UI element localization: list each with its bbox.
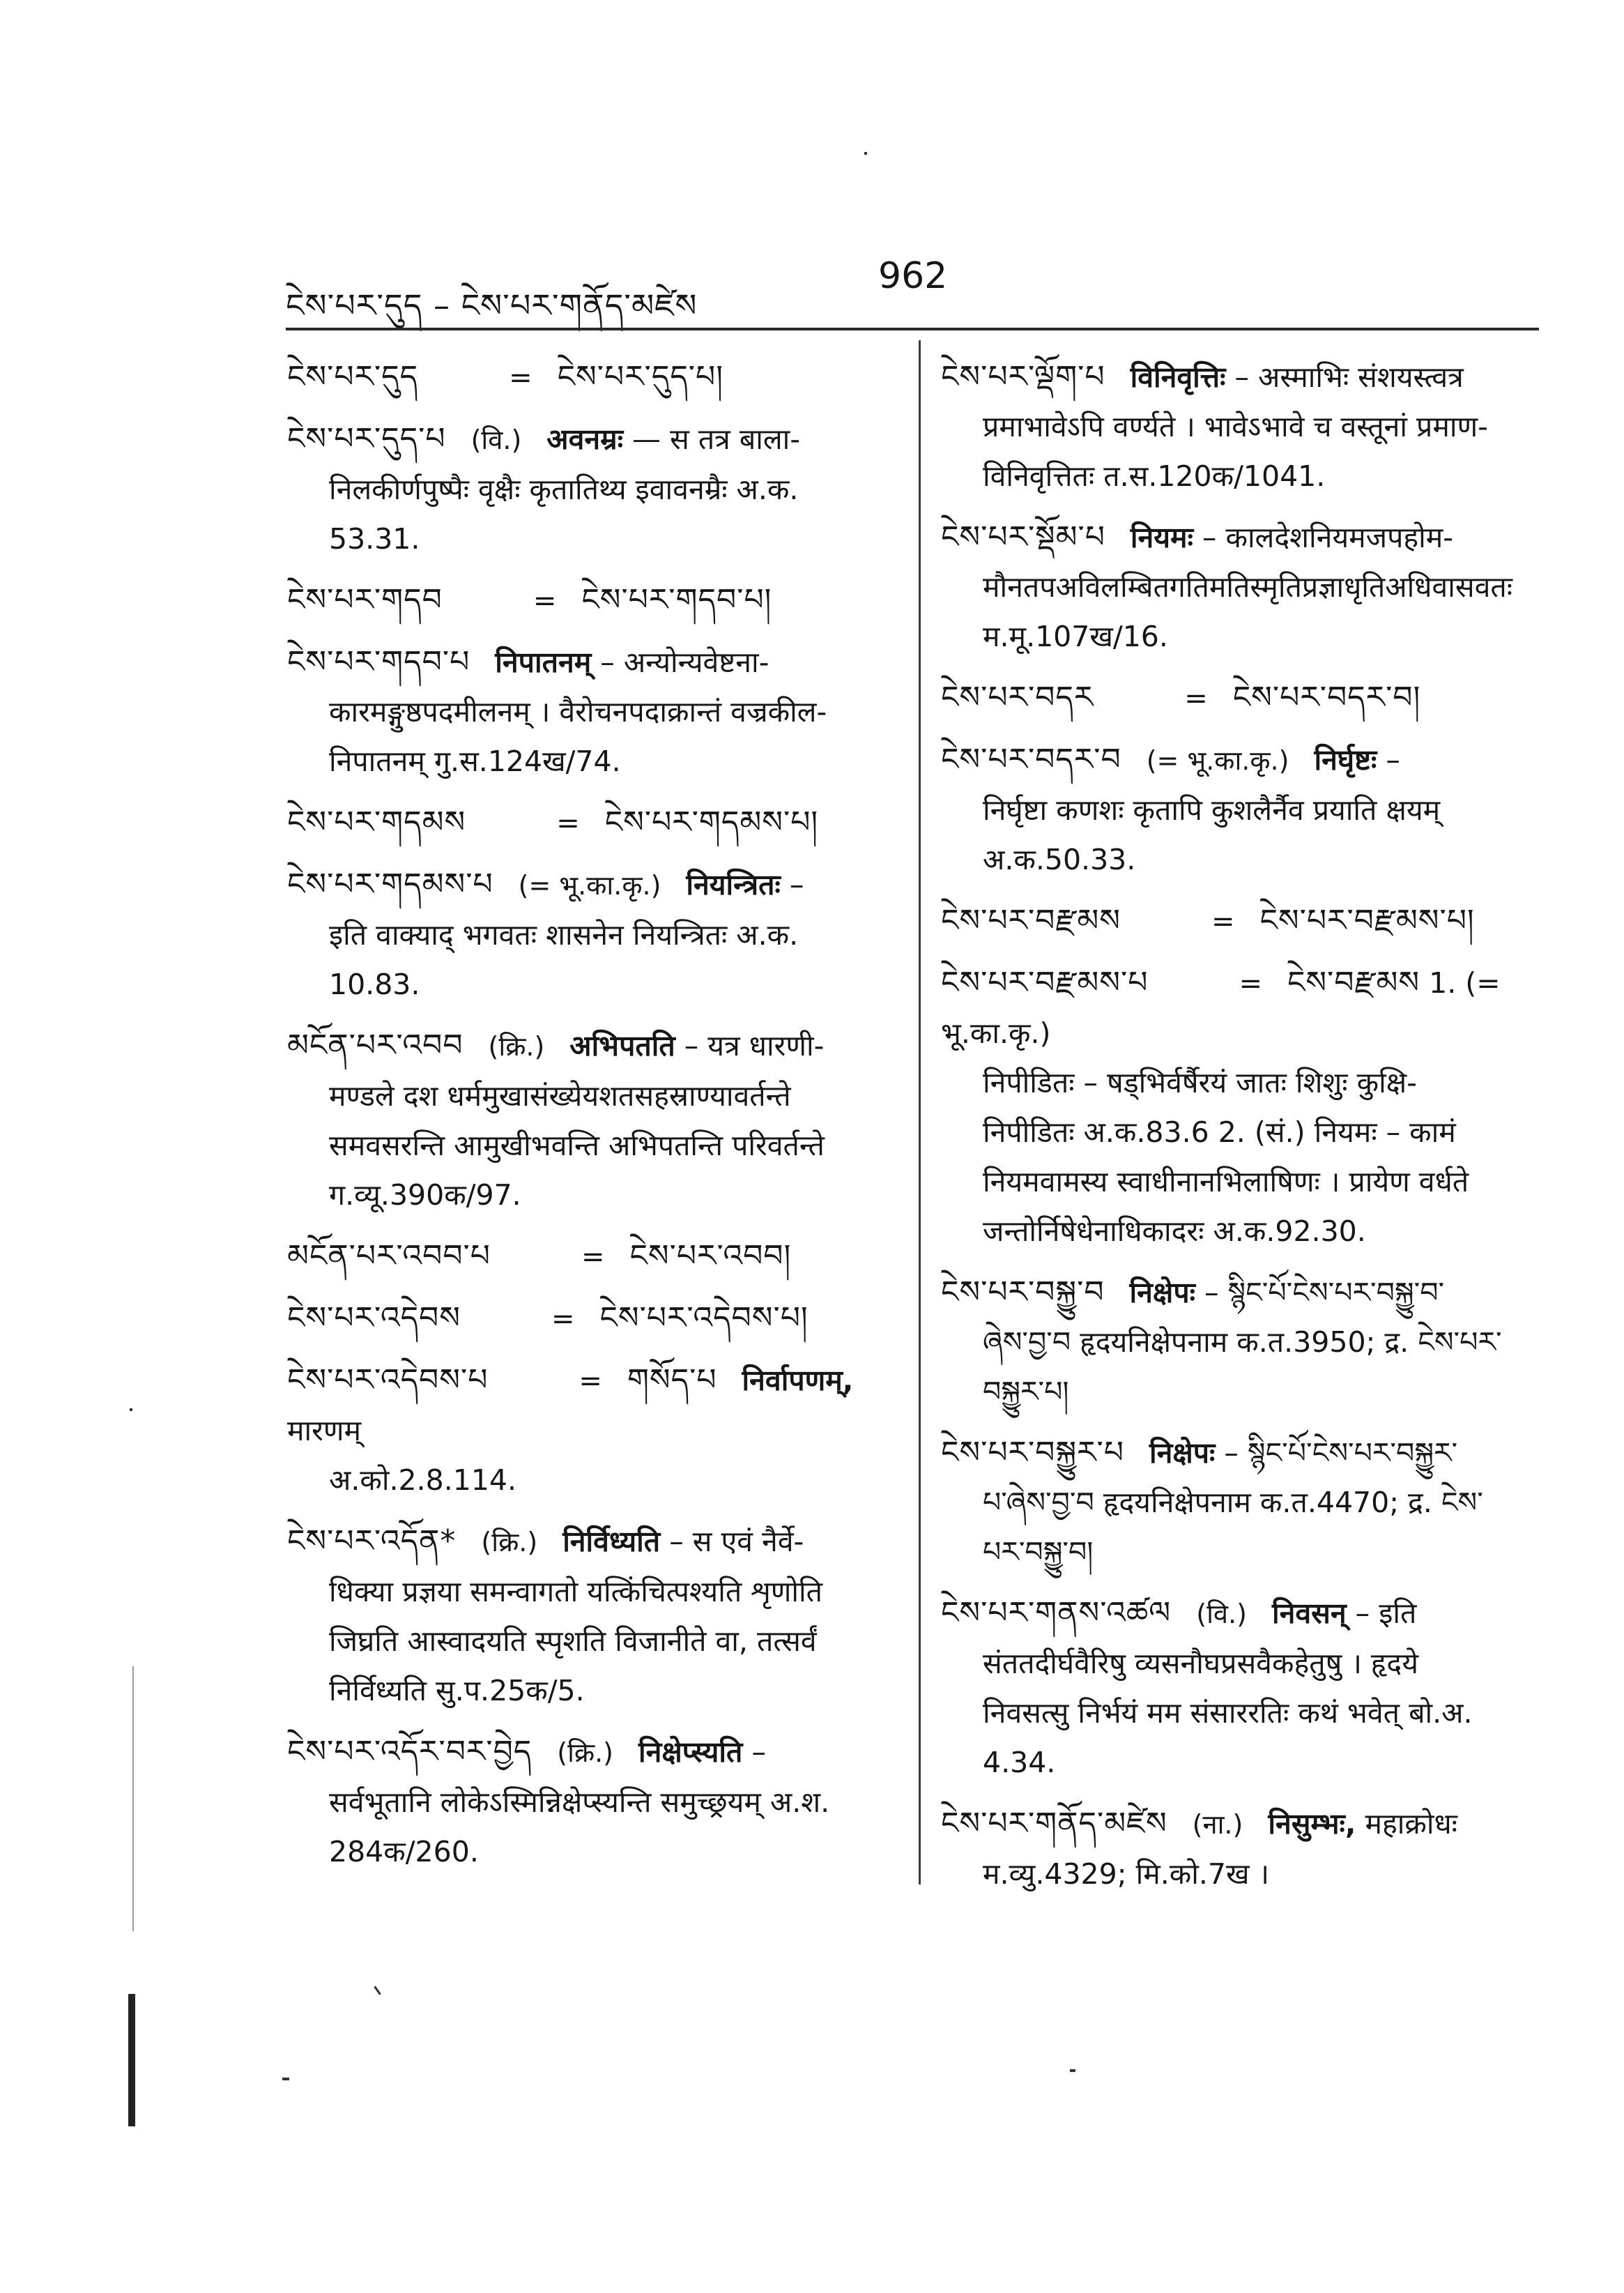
dictionary-entry [287, 1516, 898, 1716]
entry-headword: ངེས་པར་བརྫམས [941, 903, 1121, 938]
dictionary-entry [941, 958, 1540, 1256]
entry-headword: ངེས་པར་གདམས [287, 805, 466, 840]
equals-sign: = [533, 585, 557, 617]
entry-text: 1. (= भू.का.कृ.) [941, 966, 1501, 1050]
entry-first-line [287, 1293, 898, 1344]
cross-reference: ངེས་པར་འདེབས་པ། [599, 1300, 809, 1336]
entry-continuation-line: निपीडितः – षड्भिर्वर्षैरयं जातः शिशुः कुक्षि- [983, 1066, 1417, 1099]
entry-continuation-line: ग.व्यू.390क/97. [329, 1178, 521, 1212]
dictionary-entry [941, 352, 1540, 501]
entry-continuation-line: བསྐྱུར་པ། [983, 1375, 1069, 1408]
entry-first-line [287, 860, 898, 911]
page-number: 962 [878, 255, 948, 297]
entry-first-line [941, 896, 1540, 947]
equals-sign: = [1184, 683, 1208, 715]
dictionary-entry [941, 1267, 1540, 1417]
scan-speck [864, 152, 867, 155]
entry-continuation-line: समवसरन्ति आमुखीभवन्ति अभिपतन्ति परिवर्तन्ते [329, 1129, 825, 1162]
entry-first-line [941, 512, 1540, 563]
dictionary-entry [287, 798, 898, 848]
sanskrit-equivalent: अवनम्रः [546, 422, 623, 456]
dictionary-entry [287, 637, 898, 786]
entry-first-line [287, 1021, 898, 1072]
header-rule [286, 328, 1539, 330]
binding-edge-mark [128, 1994, 135, 2126]
entry-continuation-line: जिघ्रति आस्वादयति स्पृशति विजानीते वा, तत्सर्वं [329, 1624, 817, 1658]
entry-text: – स एवं नैर्वे- [669, 1525, 804, 1558]
grammar-label: (ना.) [1192, 1809, 1243, 1840]
entry-text: महाक्रोधः [1365, 1807, 1457, 1841]
dictionary-entry [941, 735, 1540, 885]
scan-speck [282, 2078, 289, 2080]
dictionary-entry [287, 414, 898, 564]
page-header [286, 250, 1540, 326]
right-column [941, 352, 1540, 1910]
left-column [287, 352, 898, 1888]
equals-sign: = [1239, 968, 1262, 1000]
entry-continuation-line: सर्वभूतानि लोकेऽस्मिन्निक्षेप्स्यन्ति समुच्छ्रयम् अ.श. [329, 1785, 830, 1819]
entry-first-line [287, 1516, 898, 1567]
entry-headword: ངེས་པར་འདོན* [287, 1523, 457, 1559]
entry-continuation-line: जन्तोर्निषेधेनाधिकादरः अ.क.92.30. [983, 1214, 1366, 1248]
grammar-label: (क्रि.) [557, 1737, 614, 1768]
dictionary-entry [287, 1355, 898, 1505]
sanskrit-equivalent: विनिवृत्तिः [1130, 360, 1226, 394]
entry-continuation-line: म.मू.107ख/16. [983, 620, 1168, 653]
scan-speck [374, 1986, 381, 1995]
entry-headword: ངེས་པར་འདོར་བར་བྱེད [287, 1734, 533, 1769]
entry-headword: ངེས་པར་བདར་བ [941, 742, 1121, 777]
entry-first-line [287, 798, 898, 848]
entry-continuation-line: मण्डले दश धर्ममुखासंख्येयशतसहस्राण्यावर्तन्ते [329, 1079, 791, 1113]
equals-sign: = [581, 1241, 605, 1273]
entry-first-line [941, 735, 1540, 786]
entry-headword: ངེས་པར་དུད [287, 359, 419, 395]
entry-continuation-line: विनिवृत्तितः त.स.120क/1041. [983, 459, 1326, 493]
entry-first-line [287, 1727, 898, 1778]
entry-text: – [751, 1735, 766, 1769]
sanskrit-equivalent: निक्षेपः [1129, 1276, 1195, 1309]
entry-continuation-line: इति वाक्याद् भगवतः शासनेन नियन्त्रितः अ.क. [329, 918, 799, 952]
entry-continuation-line: པར་བསྐྱུ་བ། [983, 1535, 1094, 1569]
entry-continuation-line: निलकीर्णपुष्पैः वृक्षैः कृतातिथ्य इवावनम्रैः अ.क. [329, 473, 799, 506]
column-divider [919, 340, 921, 1884]
entry-text: – अन्योन्यवेष्टना- [600, 646, 769, 679]
entry-continuation-line: 4.34. [983, 1746, 1056, 1779]
dictionary-entry [941, 673, 1540, 724]
sanskrit-equivalent: निक्षेप्स्यति [638, 1735, 743, 1769]
entry-headword: ངེས་པར་གདབ [287, 582, 443, 618]
grammar-label: (= भू.का.कृ.) [518, 870, 661, 901]
dictionary-entry [287, 575, 898, 626]
sanskrit-equivalent: निर्घृष्टः [1314, 743, 1377, 777]
sanskrit-equivalent: नियमः [1130, 521, 1193, 554]
dictionary-entry [941, 1588, 1540, 1788]
equals-sign: = [556, 807, 580, 839]
dictionary-entry [941, 512, 1540, 662]
entry-headword: ངེས་པར་བདར [941, 680, 1094, 715]
entry-first-line [941, 673, 1540, 724]
running-title: ངེས་པར་དུད – ངེས་པར་གནོད་མཛེས [286, 287, 698, 324]
sanskrit-equivalent: निसुम्भः, [1268, 1807, 1356, 1841]
grammar-label: (वि.) [1196, 1599, 1247, 1629]
entry-first-line [941, 958, 1540, 1058]
entry-text: – अस्माभिः संशयस्त्वत्र [1234, 360, 1464, 394]
entry-continuation-line: 53.31. [329, 522, 420, 556]
dictionary-entry [287, 1231, 898, 1282]
cross-reference: ངེས་པར་བརྫམས་པ། [1259, 903, 1475, 938]
entry-headword: ངེས་པར་གནོད་མཛེས [941, 1806, 1167, 1841]
entry-headword: ངེས་པར་དུད་པ [287, 421, 446, 457]
entry-first-line [287, 1231, 898, 1282]
entry-continuation-line: म.व्यु.4329; मि.को.7ख । [983, 1857, 1270, 1891]
entry-text: – यत्र धारणी- [684, 1029, 825, 1062]
entry-headword: ངེས་པར་འདེབས་པ [287, 1362, 489, 1398]
entry-first-line [941, 1428, 1540, 1478]
grammar-label: (= भू.का.कृ.) [1146, 745, 1289, 776]
equals-sign: = [509, 362, 533, 394]
entry-text: – སྙིང་པོ་ངེས་པར་བསྐྱུར་ [1224, 1436, 1458, 1470]
entry-first-line [941, 1588, 1540, 1639]
grammar-label: (वि.) [470, 425, 522, 455]
entry-continuation-line: निपातनम् गु.स.124ख/74. [329, 745, 621, 778]
cross-reference: ངེས་པར་གདམས་པ། [604, 805, 819, 840]
entry-headword: མངོན་པར་འབབ་པ [287, 1238, 491, 1274]
entry-first-line [287, 352, 898, 403]
entry-first-line [287, 414, 898, 465]
dictionary-entry [287, 1293, 898, 1344]
entry-headword: ངེས་པར་བརྫམས་པ [941, 965, 1149, 1000]
cross-reference: ངེས་པར་འབབ། [629, 1238, 792, 1274]
entry-continuation-line: 284क/260. [329, 1835, 479, 1868]
dictionary-entry [287, 1727, 898, 1877]
entry-text: मारणम् [287, 1414, 362, 1447]
entry-continuation-line: अ.को.2.8.114. [329, 1463, 517, 1497]
dictionary-entry [941, 1799, 1540, 1899]
equals-sign: = [579, 1365, 602, 1397]
grammar-label: (क्रि.) [481, 1527, 538, 1557]
entry-headword: ངེས་པར་བསྐྱུར་པ [941, 1435, 1124, 1470]
grammar-label: (क्रि.) [488, 1031, 545, 1062]
entry-text: – [1386, 743, 1400, 777]
cross-reference: ངེས་པར་བདར་བ། [1232, 680, 1421, 715]
dictionary-entry [287, 1021, 898, 1220]
cross-reference: ངེས་བརྫམས [1287, 965, 1420, 1000]
entry-headword: མངོན་པར་འབབ [287, 1028, 464, 1063]
cross-reference: གསོད་པ [627, 1362, 717, 1398]
entry-continuation-line: मौनतपअविलम्बितगतिमतिस्मृतिप्रज्ञाधृतिअधिवासवतः [983, 570, 1513, 604]
entry-continuation-line: संततदीर्घवैरिषु व्यसनौघप्रसवैकहेतुषु । हृदये [983, 1647, 1418, 1680]
entry-continuation-line: 10.83. [329, 968, 420, 1001]
entry-continuation-line: ཞེས་བྱ་བ हृदयनिक्षेपनाम क.त.3950; द्र. ངེས་པར་ [983, 1325, 1502, 1359]
entry-continuation-line: निर्विध्यति सु.प.25क/5. [329, 1674, 585, 1707]
cross-reference: ངེས་པར་གདབ་པ། [581, 582, 772, 618]
entry-first-line [941, 1267, 1540, 1318]
dictionary-entry [941, 1428, 1540, 1577]
entry-continuation-line: धिक्या प्रज्ञया समन्वागतो यत्किंचित्पश्यति शृणोति [329, 1575, 823, 1608]
sanskrit-equivalent: निर्विध्यति [562, 1525, 661, 1558]
entry-text: – कालदेशनियमजपहोम- [1202, 521, 1454, 554]
entry-text: – [789, 868, 804, 901]
entry-first-line [287, 575, 898, 626]
entry-headword: ངེས་པར་གདབ་པ [287, 644, 470, 680]
binding-edge-mark [132, 1666, 134, 1931]
entry-text: — स तत्र बाला- [632, 422, 801, 456]
sanskrit-equivalent: निवसन् [1271, 1597, 1347, 1630]
entry-continuation-line: नियमवामस्य स्वाधीनानभिलाषिणः । प्रायेण वर्धते [983, 1165, 1469, 1198]
entry-continuation-line: कारमङ्गुष्ठपदमीलनम् । वैरोचनपदाक्रान्तं वज्रकील- [329, 695, 827, 729]
sanskrit-equivalent: अभिपतति [569, 1029, 675, 1062]
entry-continuation-line: པ་ཞེས་བྱ་བ हृदयनिक्षेपनाम क.त.4470; द्र. ངེས་ [983, 1486, 1483, 1519]
entry-continuation-line: अ.क.50.33. [983, 843, 1136, 876]
entry-first-line [287, 1355, 898, 1456]
sanskrit-equivalent: निक्षेपः [1149, 1436, 1216, 1470]
entry-headword: ངེས་པར་ལྡོག་པ [941, 359, 1105, 395]
entry-text: – इति [1355, 1597, 1417, 1630]
entry-continuation-line: निवसत्सु निर्भयं मम संसाररतिः कथं भवेत् बो.अ. [983, 1696, 1473, 1730]
entry-continuation-line: निर्घृष्टा कणशः कृतापि कुशलैर्नैव प्रयाति क्षयम् [983, 793, 1441, 827]
entry-headword: ངེས་པར་བསྐྱུ་བ [941, 1274, 1105, 1310]
entry-headword: ངེས་པར་སྡོམ་པ [941, 519, 1105, 555]
entry-headword: ངེས་པར་འདེབས [287, 1300, 461, 1336]
entry-first-line [941, 352, 1540, 402]
entry-continuation-line: प्रमाभावेऽपि वर्ण्यते । भावेऽभावे च वस्तूनां प्रमाण- [983, 410, 1488, 443]
cross-reference: ངེས་པར་དུད་པ། [557, 359, 724, 395]
dictionary-entry [941, 896, 1540, 947]
entry-headword: ངེས་པར་གདམས་པ [287, 867, 493, 902]
entry-first-line [941, 1799, 1540, 1850]
sanskrit-equivalent: नियन्त्रितः [686, 868, 781, 901]
scan-speck [1070, 2069, 1075, 2072]
equals-sign: = [1211, 906, 1235, 938]
entry-continuation-line: निपीडितः अ.क.83.6 2. (सं.) नियमः – कामं [983, 1115, 1456, 1149]
entry-text: – སྙིང་པོ་ངེས་པར་བསྐྱུ་བ་ [1204, 1276, 1445, 1309]
dictionary-entry [287, 352, 898, 403]
sanskrit-equivalent: निर्वापणम्, [742, 1364, 854, 1397]
dictionary-entry [287, 860, 898, 1010]
scan-speck [130, 1408, 132, 1411]
equals-sign: = [551, 1303, 575, 1335]
sanskrit-equivalent: निपातनम् [495, 646, 592, 679]
entry-headword: ངེས་པར་གནས་འཚལ [941, 1595, 1172, 1631]
entry-first-line [287, 637, 898, 687]
